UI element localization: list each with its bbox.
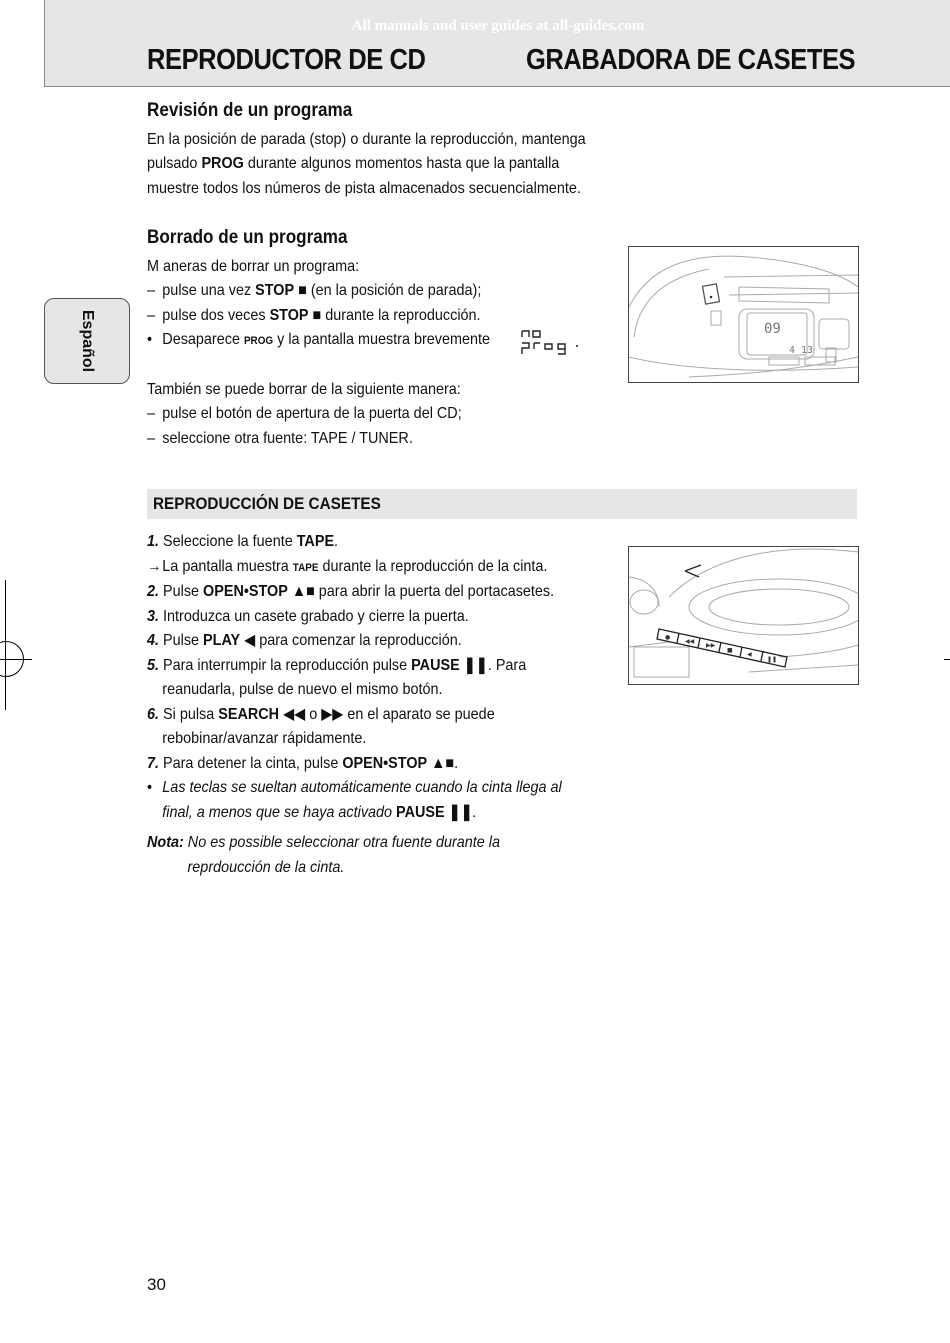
erase-also-1: – pulse el botón de apertura de la puerta del CD;: [147, 405, 462, 422]
erase-also-intro: También se puede borrar de la siguiente manera:: [147, 380, 461, 398]
pause-icon: ❚❚: [448, 803, 473, 821]
language-tab: [44, 298, 130, 384]
review-line-2: pulsado PROG durante algunos momentos hasta que la pantalla: [147, 155, 560, 172]
svg-text:4 13: 4 13: [789, 345, 814, 356]
erase-also-2: – seleccione otra fuente: TAPE / TUNER.: [147, 429, 413, 447]
erase-bullet: • Desaparece PROG y la pantalla muestra brevemente: [147, 331, 491, 348]
cassette-steps: [147, 530, 627, 880]
lcd-no-prog-display: [520, 328, 580, 356]
play-icon: ◀: [244, 632, 256, 649]
nota-line-1: Nota: No es possible seleccionar otra fuente durante la: [147, 834, 500, 851]
eject-stop-icon: ▲■: [431, 754, 455, 772]
page-number: 30: [147, 1275, 166, 1294]
svg-text:◀: ◀: [747, 651, 752, 658]
watermark: All manuals and user guides at all-guides.com: [351, 18, 645, 34]
svg-text:▶▶: ▶▶: [706, 642, 716, 649]
cassette-section-title: REPRODUCCIÓN DE CASETES: [153, 494, 381, 513]
step-5-cont: reanudarla, pulse de nuevo el mismo botón.: [162, 681, 443, 698]
step-2: 2. Pulse OPEN•STOP ▲■ para abrir la puerta del portacasetes.: [147, 583, 555, 600]
prog-key: PROG: [201, 155, 244, 172]
step-5: 5. Para interrumpir la reproducción pulse PAUSE ❚❚. Para: [147, 656, 527, 674]
step-4: 4. Pulse PLAY ◀ para comenzar la reproducción.: [147, 632, 462, 649]
svg-text:■: ■: [727, 647, 733, 654]
device-front-drawing: [629, 247, 858, 382]
review-line-1: En la posición de parada (stop) o durante la reproducción, mantenga: [147, 130, 586, 148]
step-1-result: → La pantalla muestra TAPE durante la reproducción de la cinta.: [147, 555, 579, 581]
segment-digits: [520, 328, 580, 356]
review-section: [147, 99, 622, 201]
svg-text:09: 09: [764, 321, 781, 337]
eject-stop-icon: ▲■: [291, 583, 315, 600]
nota-line-2: reprdoucción de la cinta.: [187, 858, 345, 876]
fast-forward-icon: ▶▶: [321, 705, 344, 723]
svg-text:◀◀: ◀◀: [685, 638, 695, 645]
auto-release-note-2: final, a menos que se haya activado PAUSE ❚❚.: [162, 803, 477, 821]
arrow-icon: →: [147, 557, 162, 575]
registration-circle: [0, 641, 24, 677]
title-cd-player: REPRODUCTOR DE CD: [147, 44, 426, 76]
review-heading: Revisión de un programa: [147, 100, 353, 121]
cassette-keys-illustration: [628, 546, 859, 685]
nota-label: Nota:: [147, 834, 184, 851]
review-line-3: muestre todos los números de pista almacenados secuencialmente.: [147, 179, 581, 197]
step-3: 3. Introduzca un casete grabado y cierre la puerta.: [147, 607, 469, 625]
step-6-cont: rebobinar/avanzar rápidamente.: [162, 730, 367, 747]
step-1: 1. Seleccione la fuente TAPE.: [147, 533, 339, 550]
erase-heading: Borrado de un programa: [147, 227, 348, 248]
erase-item-1: – pulse una vez STOP ■ (en la posición de parada);: [147, 282, 482, 299]
cd-player-illustration: [628, 246, 859, 383]
auto-release-note-1: • Las teclas se sueltan automáticamente cuando la cinta llega al: [147, 779, 562, 796]
cassette-deck-drawing: [629, 547, 858, 684]
svg-text:❚❚: ❚❚: [767, 656, 778, 663]
step-7: 7. Para detener la cinta, pulse OPEN•STOP ▲■.: [147, 754, 459, 772]
erase-item-2: – pulse dos veces STOP ■ durante la reproducción.: [147, 306, 481, 324]
rewind-icon: ◀◀: [283, 705, 306, 723]
svg-text:●: ●: [665, 634, 671, 641]
crop-mark: [944, 659, 950, 660]
title-cassette-recorder: GRABADORA DE CASETES: [526, 44, 856, 76]
erase-intro: M aneras de borrar un programa:: [147, 257, 360, 275]
step-6: 6. Si pulsa SEARCH ◀◀ o ▶▶ en el aparato se puede: [147, 705, 495, 723]
stop-symbol-icon: ■: [298, 282, 307, 299]
stop-symbol-icon: ■: [312, 306, 322, 324]
pause-icon: ❚❚: [463, 656, 488, 674]
language-label: Español: [79, 309, 96, 373]
cassette-section-band: [147, 489, 857, 519]
